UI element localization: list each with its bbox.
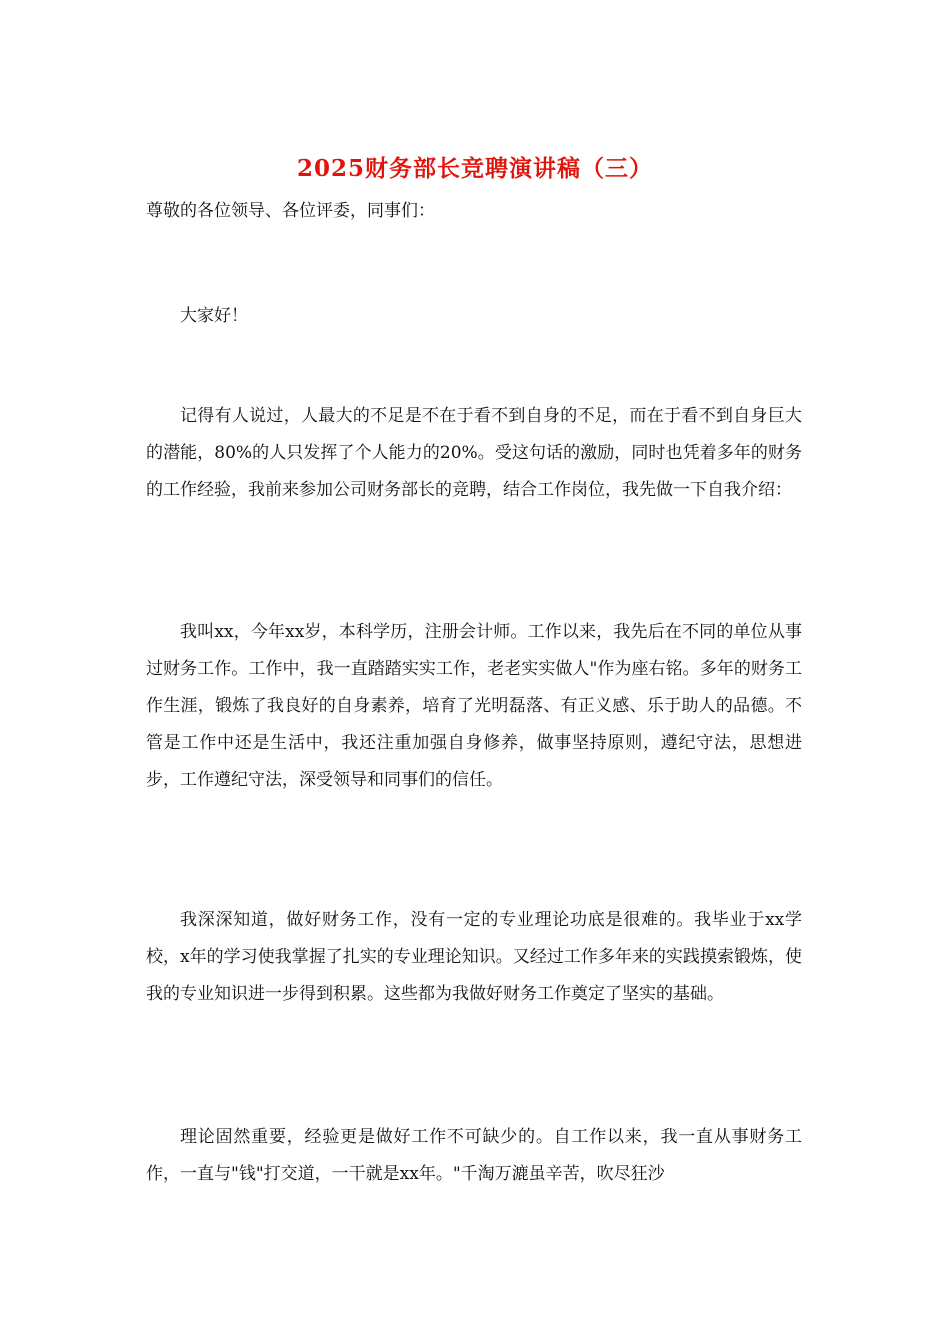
document-title: 2025财务部长竞聘演讲稿（三） [296,155,653,182]
paragraph-self-introduction: 我叫xx，今年xx岁，本科学历，注册会计师。工作以来，我先后在不同的单位从事过财务工作。工作中，我一直踏踏实实工作，老老实实做人"作为座右铭。多年的财务工作生涯，锻炼了我良好的自身素养，培育了光明磊落、有正义感、乐于助人的品德。不管是工作中还是生活中，我还注重加强自身修养，做事坚持原则，遵纪守法，思想进步，工作遵纪守法，深受领导和同事们的信任。 [146,622,802,790]
salutation: 尊敬的各位领导、各位评委，同事们： [146,201,435,221]
paragraph-intro: 记得有人说过，人最大的不足是不在于看不到自身的不足，而在于看不到自身巨大的潜能，80%的人只发挥了个人能力的20%。受这句话的激励，同时也凭着多年的财务的工作经验，我前来参加公司财务部长的竞聘，结合工作岗位，我先做一下自我介绍： [146,406,802,500]
paragraph-greeting: 大家好！ [180,306,248,326]
paragraph-experience: 理论固然重要，经验更是做好工作不可缺少的。自工作以来，我一直从事财务工作，一直与"钱"打交道，一干就是xx年。"千淘万漉虽辛苦，吹尽狂沙 [146,1127,802,1184]
paragraph-education: 我深深知道，做好财务工作，没有一定的专业理论功底是很难的。我毕业于xx学校，x年的学习使我掌握了扎实的专业理论知识。又经过工作多年来的实践摸索锻炼，使我的专业知识进一步得到积累。这些都为我做好财务工作奠定了坚实的基础。 [146,910,802,1004]
